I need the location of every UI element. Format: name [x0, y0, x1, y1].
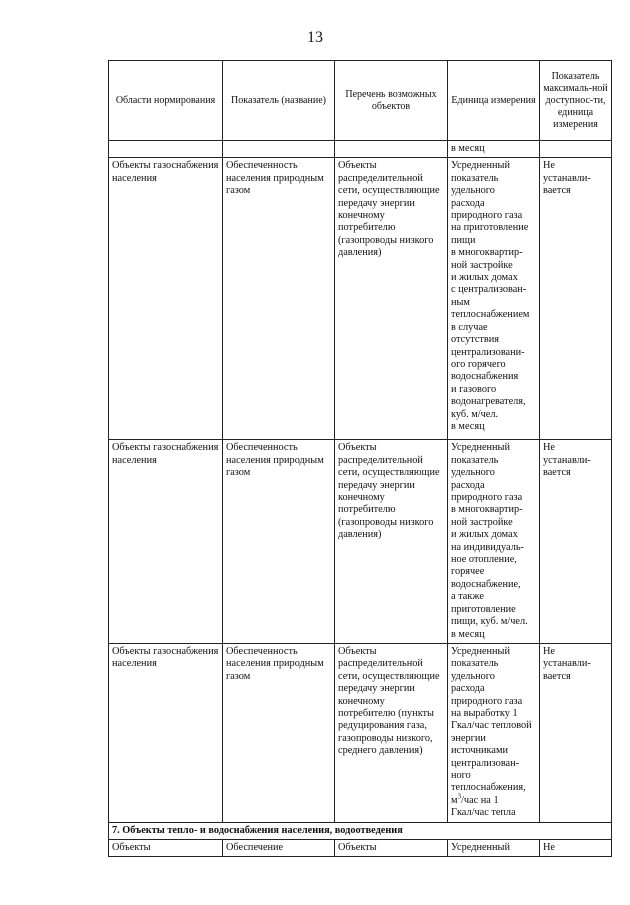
cell-area: Объекты газоснабжения населения [109, 158, 223, 440]
continuation-row [109, 141, 612, 158]
table-row [109, 643, 612, 822]
norm-table [108, 60, 612, 857]
header-indicator: Показатель (название) [223, 61, 335, 141]
cell-objects: Объекты распределительной сети, осуществляющие передачу энергии конечному потребителю (газопроводы низкого давления) [335, 158, 448, 440]
cell-max-availability: Не устанавли- вается [540, 158, 612, 440]
header-max-availability: Показатель максималь-ной доступнос-ти, единица измерения [540, 61, 612, 141]
cell-area: Объекты [109, 840, 223, 857]
header-unit: Единица измерения [448, 61, 540, 141]
cell-objects: Объекты [335, 840, 448, 857]
cell-max-availability: Не [540, 840, 612, 857]
table-row [109, 440, 612, 644]
unit-m3-line: $м^3$/час на 1 [451, 792, 499, 806]
cell-indicator: Обеспеченность населения природным газом [223, 158, 335, 440]
cell-max-availability: Не устанавли- вается [540, 440, 612, 644]
table-row [109, 158, 612, 440]
cell-max-availability: Не устанавли- вается [540, 643, 612, 822]
cell-objects: Объекты распределительной сети, осуществляющие передачу энергии конечному потребителю (газопроводы низкого давления) [335, 440, 448, 644]
section-row [109, 822, 612, 839]
header-area: Области нормирования [109, 61, 223, 141]
table-header-row [109, 61, 612, 141]
cell-unit: Усредненный показатель удельного расхода природного газа в многоквартир- ной застройке и жилых домах на индивидуаль- ное отопление, горячее водоснабжение, а также приготовление пищи, куб. м/чел. в месяц [448, 440, 540, 644]
cell-unit: Усредненный показатель удельного расхода природного газа на выработку 1 Гкал/час тепловой энергии источниками централизован- ного теплоснабжения, $м^3$/час на 1 Гкал/час тепла [448, 643, 540, 822]
page-number: 13 [307, 29, 323, 46]
table-row [109, 840, 612, 857]
cell-unit: Усредненный показатель удельного расхода природного газа на приготовление пищи в многоквартир- ной застройке и жилых домах с централизован- ным теплоснабжением в случае отсутствия централизовани- ого горячего водоснабжения и газового водонагревателя, куб. м/чел. в месяц [448, 158, 540, 440]
cell-indicator: Обеспеченность населения природным газом [223, 440, 335, 644]
cell-area: Объекты газоснабжения населения [109, 643, 223, 822]
cell-unit: Усредненный [448, 840, 540, 857]
header-objects: Перечень возможных объектов [335, 61, 448, 141]
cell-indicator: Обеспеченность населения природным газом [223, 643, 335, 822]
section-title: 7. Объекты тепло- и водоснабжения населения, водоотведения [109, 822, 612, 839]
cell-area: Объекты газоснабжения населения [109, 440, 223, 644]
continuation-unit: в месяц [448, 141, 540, 158]
cell-objects: Объекты распределительной сети, осуществляющие передачу энергии конечному потребителю (пункты редуцирования газа, газопроводы низкого, среднего давления) [335, 643, 448, 822]
cell-indicator: Обеспечение [223, 840, 335, 857]
